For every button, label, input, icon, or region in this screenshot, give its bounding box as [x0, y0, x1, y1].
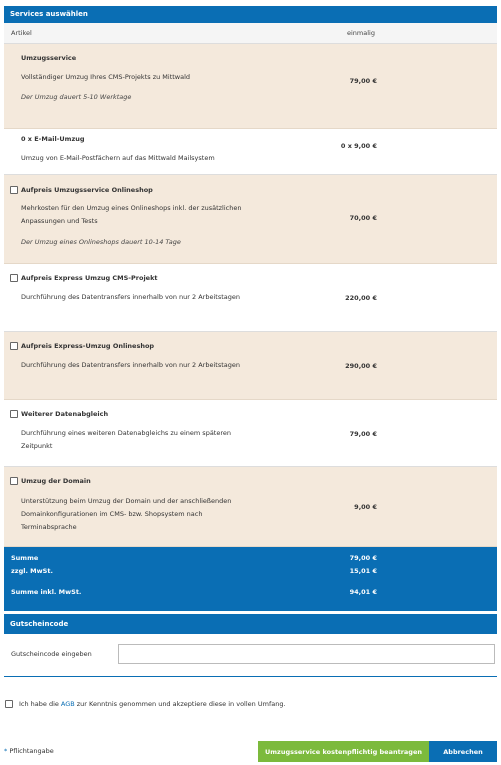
service-price: 79,00 € [349, 430, 377, 438]
column-header [4, 23, 497, 44]
service-desc: Durchführung des Datentransfers innerhalb von nur 2 Arbeitstagen [21, 293, 240, 301]
sum-value: 79,00 € [349, 554, 377, 562]
agb-suffix: zur Kenntnis genommen und akzeptiere diese in vollen Umfang. [76, 700, 286, 708]
required-note [4, 747, 54, 755]
service-price: 70,00 € [349, 214, 377, 222]
service-row-email-umzug [4, 129, 497, 175]
voucher-input[interactable] [118, 644, 495, 664]
column-article: Artikel [11, 29, 32, 37]
service-name: Umzugsservice [21, 54, 77, 62]
voucher-label: Gutscheincode eingeben [11, 650, 92, 658]
service-row-express-onlineshop [4, 332, 497, 400]
service-option-domain[interactable] [10, 477, 91, 485]
summary-box [4, 547, 497, 611]
service-option-express-cms[interactable] [10, 274, 158, 282]
vat-value: 15,01 € [349, 567, 377, 575]
service-desc: Vollständiger Umzug Ihres CMS-Projekts zu Mittwald [21, 73, 191, 81]
submit-button[interactable]: Umzugsservice kostenpflichtig beantragen [258, 741, 429, 762]
service-row-onlineshop [4, 175, 497, 264]
service-desc: Umzug von E-Mail-Postfächern auf das Mittwald Mailsystem [21, 154, 215, 162]
service-note: Der Umzug dauert 5-10 Werktage [21, 93, 132, 101]
total-label: Summe inkl. MwSt. [11, 588, 82, 596]
service-checkbox[interactable] [10, 274, 18, 282]
vat-label: zzgl. MwSt. [11, 567, 53, 575]
service-price: 79,00 € [349, 77, 377, 85]
voucher-title: Gutscheincode [10, 620, 69, 628]
sum-label: Summe [11, 554, 39, 562]
service-name: Aufpreis Express Umzug CMS-Projekt [21, 274, 158, 282]
voucher-header [4, 614, 497, 634]
service-price: 0 x 9,00 € [340, 142, 377, 150]
service-price: 9,00 € [354, 503, 377, 511]
service-name: Weiterer Datenabgleich [21, 410, 109, 418]
service-desc: Mehrkosten für den Umzug eines Onlineshops inkl. der zusätzlichen Anpassungen und Tests [21, 204, 242, 225]
service-desc: Unterstützung beim Umzug der Domain und der anschließenden Domainkonfigurationen im CMS- bzw. Shopsystem nach Terminabsprache [21, 497, 232, 531]
total-value: 94,01 € [349, 588, 377, 596]
service-price: 220,00 € [345, 294, 377, 302]
service-option-onlineshop[interactable] [10, 186, 153, 194]
service-option-express-onlineshop[interactable] [10, 342, 154, 350]
service-row-express-cms [4, 264, 497, 332]
service-desc: Durchführung des Datentransfers innerhalb von nur 2 Arbeitstagen [21, 361, 240, 369]
service-name: 0 x E-Mail-Umzug [21, 135, 85, 143]
voucher-divider [4, 676, 497, 677]
service-note: Der Umzug eines Onlineshops dauert 10-14 Tage [21, 238, 181, 246]
agb-checkbox[interactable] [5, 700, 13, 708]
service-row-domain [4, 467, 497, 547]
column-once: einmalig [347, 29, 375, 37]
service-name: Umzug der Domain [21, 477, 91, 485]
service-row-umzugsservice [4, 44, 497, 129]
agb-consent[interactable] [5, 700, 286, 708]
service-option-datenabgleich[interactable] [10, 410, 108, 418]
required-text: Pflichtangabe [9, 747, 54, 755]
service-name: Aufpreis Express-Umzug Onlineshop [21, 342, 155, 350]
service-checkbox[interactable] [10, 410, 18, 418]
agb-link[interactable]: AGB [60, 700, 75, 708]
service-checkbox[interactable] [10, 186, 18, 194]
service-row-datenabgleich [4, 400, 497, 467]
services-panel [4, 6, 497, 611]
service-checkbox[interactable] [10, 477, 18, 485]
required-star: * [4, 747, 8, 755]
service-price: 290,00 € [345, 362, 377, 370]
cancel-button[interactable]: Abbrechen [429, 741, 497, 762]
service-name: Aufpreis Umzugsservice Onlineshop [21, 186, 153, 194]
services-title: Services auswählen [4, 6, 497, 23]
service-desc: Durchführung eines weiteren Datenabgleichs zu einem späteren Zeitpunkt [21, 429, 231, 450]
service-checkbox[interactable] [10, 342, 18, 350]
agb-prefix: Ich habe die [19, 700, 59, 708]
